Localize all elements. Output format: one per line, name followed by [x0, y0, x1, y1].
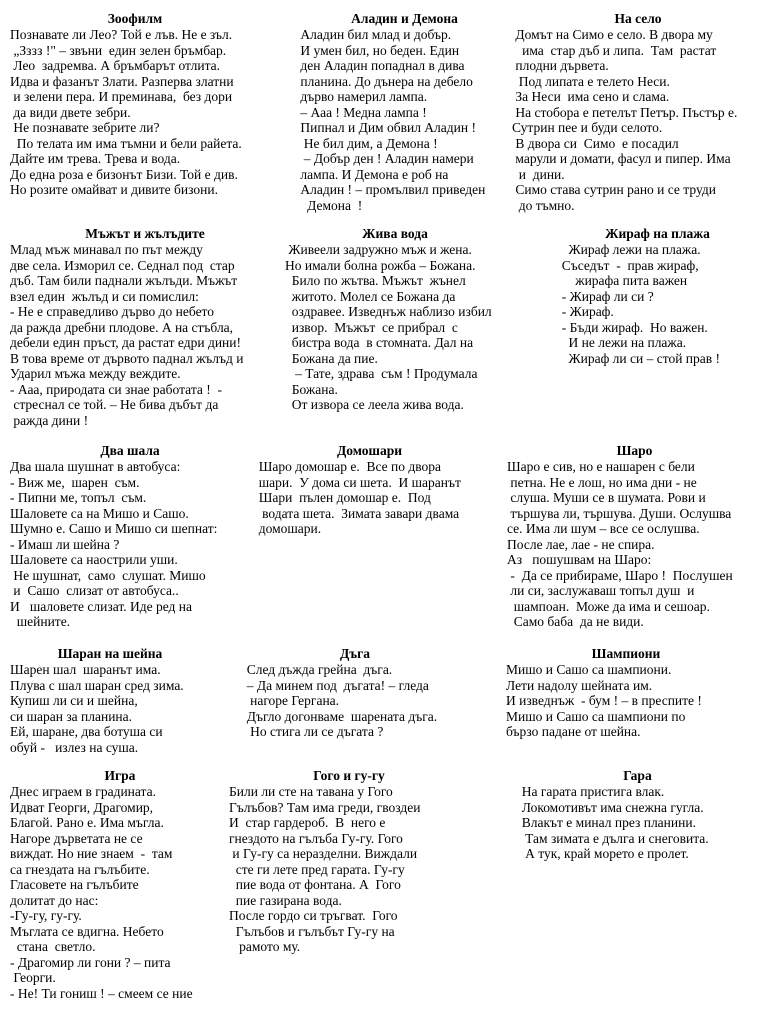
- story-zhiva-voda: [285, 225, 505, 413]
- story-line: Мъглата се вдигна. Небето: [10, 923, 164, 939]
- story-title: На село: [614, 11, 662, 26]
- story-line: и Гу-гу са неразделни. Виждали: [229, 846, 418, 861]
- story-line: Демона !: [297, 197, 363, 213]
- story-line: извор. Мъжът се прибрал с: [285, 319, 458, 335]
- story-line: жирафа пита важен: [555, 273, 688, 288]
- story-line: Мишо и Сашо са шампиони по: [506, 708, 686, 724]
- story-line: - Не е справедливо дърво до небето: [10, 304, 215, 319]
- story-line: и зелени пера. И преминава, без дори: [10, 89, 233, 104]
- story-line: планина. До дънера на дебело: [297, 73, 473, 89]
- story-line: шампоан. Може да има и сешоар.: [507, 598, 710, 614]
- story-line: слуша. Муши се в шумата. Рови и: [507, 490, 706, 505]
- story-line: В двора си Симо е посадил: [512, 135, 679, 151]
- story-title: Гара: [623, 768, 652, 783]
- story-line: От извора се леела жива вода.: [285, 397, 464, 412]
- story-line: гнездото на гълъба Гу-гу. Гого: [229, 830, 403, 846]
- story-title: Мъжът и жълъдите: [85, 226, 205, 241]
- story-line: Там зимата е дълга и снеговита.: [515, 830, 709, 846]
- story-line: бистра вода в стомната. Дал на: [285, 335, 474, 350]
- story-title: Игра: [104, 768, 136, 783]
- story-dva-shala: [10, 442, 250, 630]
- story-line: Жираф ли си – стой прав !: [555, 350, 721, 366]
- story-sharan-na-sheyna: [10, 645, 210, 755]
- story-line: дъб. Там били паднали жълъди. Мъжът: [10, 273, 238, 288]
- story-line: Пипнал и Дим обвил Аладин !: [297, 120, 476, 135]
- story-line: Не шушнат, само слушат. Мишо: [10, 567, 206, 583]
- story-line: до тъмно.: [512, 197, 575, 213]
- story-line: За Неси има сено и слама.: [512, 89, 670, 104]
- story-na-selo: [512, 10, 764, 213]
- story-line: Гласовете на гълъбите: [10, 877, 139, 892]
- story-line: ден Аладин попаднал в дива: [297, 58, 465, 73]
- story-line: стана светло.: [10, 939, 96, 954]
- story-line: – Тате, здрава съм ! Продумала: [285, 366, 478, 381]
- story-daga: [240, 645, 470, 740]
- story-line: Живеели задружно мъж и жена.: [285, 242, 472, 257]
- story-line: Но имали болна рожба – Божана.: [285, 257, 476, 273]
- story-line: шари. У дома си шета. И шаранът: [252, 474, 461, 490]
- story-line: Дъгло догонваме шарената дъга.: [240, 708, 438, 724]
- story-line: И стар гардероб. В него е: [229, 815, 386, 830]
- story-line: След дъжда грейна дъга.: [240, 662, 393, 677]
- story-line: На гарата пристига влак.: [515, 784, 665, 799]
- story-line: Мишо и Сашо са шампиони.: [506, 662, 672, 677]
- story-line: житото. Молел се Божана да: [285, 288, 456, 304]
- story-line: На стобора е петелът Петър. Пъстър е.: [512, 104, 738, 120]
- story-line: петна. Не е лош, но има дни - не: [507, 474, 697, 490]
- story-title: Шаро: [616, 443, 653, 458]
- story-line: нагоре Гергана.: [240, 693, 340, 708]
- story-line: – Добър ден ! Аладин намери: [297, 151, 474, 166]
- story-line: - Бъди жираф. Но важен.: [555, 319, 708, 335]
- story-line: И шаловете слизат. Иде ред на: [10, 598, 192, 614]
- story-line: Два шала шушнат в автобуса:: [10, 459, 181, 474]
- story-title: Шаран на шейна: [57, 646, 163, 661]
- story-domoshari: [252, 442, 487, 537]
- story-line: сте ги лете пред гарата. Гу-гу: [229, 861, 405, 877]
- story-line: Жираф лежи на плажа.: [555, 242, 701, 257]
- story-line: плодни дървета.: [512, 58, 609, 73]
- story-line: тършува ли, тършува. Души. Ослушва: [507, 505, 732, 521]
- story-line: - Имаш ли шейна ?: [10, 536, 120, 552]
- story-line: - Драгомир ли гони ? – пита: [10, 954, 171, 970]
- story-line: дебели един пръст, да растат едри дини!: [10, 335, 241, 350]
- story-line: са гнездата на гълъбите.: [10, 861, 150, 877]
- story-line: Шарен шал шаранът има.: [10, 662, 161, 677]
- story-line: Аладин бил млад и добър.: [297, 27, 452, 42]
- story-line: Под липата е телето Неси.: [512, 73, 670, 89]
- story-line: водата шета. Зимата завари двама: [252, 505, 460, 521]
- story-line: После лае, лае - не спира.: [507, 536, 655, 552]
- story-line: Шаро е сив, но е нашарен с бели: [507, 459, 695, 474]
- story-line: пие газирана вода.: [229, 892, 342, 908]
- story-line: Гълъбов и гълъбът Гу-гу на: [229, 923, 395, 939]
- story-line: Но стига ли се дъгата ?: [240, 724, 384, 739]
- story-line: ли си, заслужаваш топъл душ и: [507, 583, 695, 598]
- story-line: да ражда дребни плодове. А на стъбла,: [10, 319, 234, 335]
- story-aladin-i-demona: [297, 10, 512, 213]
- story-line: - Не! Ти гониш ! – смеем се ние: [10, 985, 193, 1001]
- story-title: Домошари: [337, 443, 402, 458]
- story-mazhat-i-zhaladite: [10, 225, 280, 428]
- story-line: и дини.: [512, 166, 565, 182]
- story-gara: [515, 767, 760, 862]
- story-line: си шаран за планина.: [10, 708, 133, 724]
- story-line: Плува с шал шаран сред зима.: [10, 677, 184, 693]
- story-line: - Виж ме, шарен съм.: [10, 474, 140, 490]
- story-sharo: [507, 442, 762, 630]
- story-line: Шаловете са наострили уши.: [10, 552, 178, 567]
- story-igra: [10, 767, 230, 1001]
- story-line: Било по жътва. Мъжът жънел: [285, 273, 466, 288]
- story-line: пие вода от фонтана. А Гого: [229, 877, 401, 892]
- story-zhiraf-na-plazha: [555, 225, 760, 366]
- story-line: И изведнъж - бум ! – в преспите !: [506, 693, 702, 708]
- story-line: взел един жълъд и си помислил:: [10, 288, 199, 304]
- story-line: Локомотивът има снежна гугла.: [515, 799, 704, 815]
- story-line: стреснал се той. – Не бива дъбът да: [10, 397, 219, 412]
- story-line: Гълъбов? Там има греди, гвоздеи: [229, 799, 421, 815]
- story-line: се. Има ли шум – все се ослушва.: [507, 521, 700, 536]
- story-line: -Гу-гу, гу-гу.: [10, 908, 82, 923]
- story-line: да види двете зебри.: [10, 104, 131, 120]
- story-line: И не лежи на плажа.: [555, 335, 687, 350]
- story-line: И умен бил, но беден. Един: [297, 42, 460, 58]
- story-line: Познавате ли Лео? Той е лъв. Не е зъл.: [10, 27, 233, 42]
- story-line: – Да минем под дъгата! – гледа: [240, 677, 429, 693]
- story-line: долитат до нас:: [10, 892, 99, 908]
- story-line: шейните.: [10, 614, 71, 629]
- story-line: Шумно е. Сашо и Мишо си шепнат:: [10, 521, 218, 536]
- story-line: - Пипни ме, топъл съм.: [10, 490, 147, 505]
- story-line: има стар дъб и липа. Там растат: [512, 42, 717, 58]
- story-line: Шаловете са на Мишо и Сашо.: [10, 505, 189, 521]
- story-line: – Ааа ! Медна лампа !: [297, 104, 427, 120]
- story-line: Божана да пие.: [285, 350, 378, 366]
- story-title: Аладин и Демона: [351, 11, 458, 26]
- story-line: Божана.: [285, 381, 338, 397]
- story-zoofilm: [10, 10, 260, 198]
- story-line: Симо става сутрин рано и се труди: [512, 182, 716, 197]
- story-line: Но розите омайват и дивите бизони.: [10, 182, 218, 197]
- story-line: Шари пълен домошар е. Под: [252, 490, 431, 505]
- story-line: Лео задремва. А бръмбарът отлита.: [10, 58, 221, 73]
- story-line: Благой. Рано е. Има мъгла.: [10, 815, 164, 830]
- story-line: - Жираф.: [555, 304, 614, 319]
- story-line: обуй - излез на суша.: [10, 739, 139, 755]
- story-line: В това време от дървото паднал жълъд и: [10, 350, 244, 366]
- story-line: Влакът е минал през планини.: [515, 815, 696, 830]
- story-line: Били ли сте на тавана у Гого: [229, 784, 393, 799]
- story-line: виждат. Но ние знаем - там: [10, 846, 173, 861]
- story-line: Не познавате зебрите ли?: [10, 120, 160, 135]
- story-line: Шаро домошар е. Все по двора: [252, 459, 442, 474]
- story-line: А тук, край морето е пролет.: [515, 846, 689, 861]
- story-line: лампа. И Демона е роб на: [297, 166, 449, 182]
- story-line: Само баба да не види.: [507, 614, 644, 629]
- story-title: Гого и гу-гу: [313, 768, 385, 783]
- story-line: До една роза е бизонът Бизи. Той е див.: [10, 166, 238, 182]
- story-line: Аз пошушвам на Шаро:: [507, 552, 652, 567]
- story-line: Млад мъж минавал по път между: [10, 242, 203, 257]
- story-gogo-i-gu-gu: [229, 767, 469, 955]
- story-line: Купиш ли си и шейна,: [10, 693, 138, 708]
- story-line: дърво намерил лампа.: [297, 89, 428, 104]
- story-line: Идва и фазанът Злати. Разперва златни: [10, 73, 234, 89]
- story-line: бързо падане от шейна.: [506, 724, 641, 739]
- story-line: „Зззз !" – звъни един зелен бръмбар.: [10, 42, 227, 58]
- story-title: Жива вода: [362, 226, 428, 241]
- story-line: ражда дини !: [10, 412, 89, 428]
- story-line: Ударил мъжа между веждите.: [10, 366, 181, 381]
- story-title: Зоофилм: [107, 11, 163, 26]
- story-line: Дайте им трева. Трева и вода.: [10, 151, 181, 166]
- story-line: две села. Изморил се. Седнал под стар: [10, 257, 235, 273]
- story-line: - Да се прибираме, Шаро ! Послушен: [507, 567, 733, 583]
- story-line: - Жираф ли си ?: [555, 288, 654, 304]
- story-line: Ей, шаране, два ботуша си: [10, 724, 163, 739]
- story-title: Два шала: [100, 443, 160, 458]
- story-line: и Сашо слизат от автобуса..: [10, 583, 179, 598]
- story-line: Идват Георги, Драгомир,: [10, 799, 154, 815]
- story-line: марули и домати, фасул и пипер. Има: [512, 151, 731, 166]
- story-line: Нагоре дърветата не се: [10, 830, 143, 846]
- story-line: Аладин ! – промълвил приведен: [297, 182, 486, 197]
- story-line: Не бил дим, а Демона !: [297, 135, 438, 151]
- story-shampioni: [506, 645, 746, 740]
- story-title: Жираф на плажа: [605, 226, 710, 241]
- story-line: Домът на Симо е село. В двора му: [512, 27, 713, 42]
- story-line: домошари.: [252, 521, 322, 536]
- story-line: Съседът - прав жираф,: [555, 257, 699, 273]
- story-title: Дъга: [339, 646, 371, 661]
- story-line: Георги.: [10, 970, 56, 985]
- story-line: Днес играем в градината.: [10, 784, 156, 799]
- story-title: Шампиони: [591, 646, 661, 661]
- story-line: Лети надолу шейната им.: [506, 677, 653, 693]
- story-line: рамото му.: [229, 939, 301, 954]
- story-line: Сутрин пее и буди селото.: [512, 120, 663, 135]
- story-line: После гордо си тръгват. Гого: [229, 908, 398, 923]
- story-line: оздравее. Изведнъж наблизо избил: [285, 304, 492, 319]
- story-line: - Ааа, природата си знае работата ! -: [10, 381, 222, 397]
- story-line: По телата им има тъмни и бели райета.: [10, 135, 242, 151]
